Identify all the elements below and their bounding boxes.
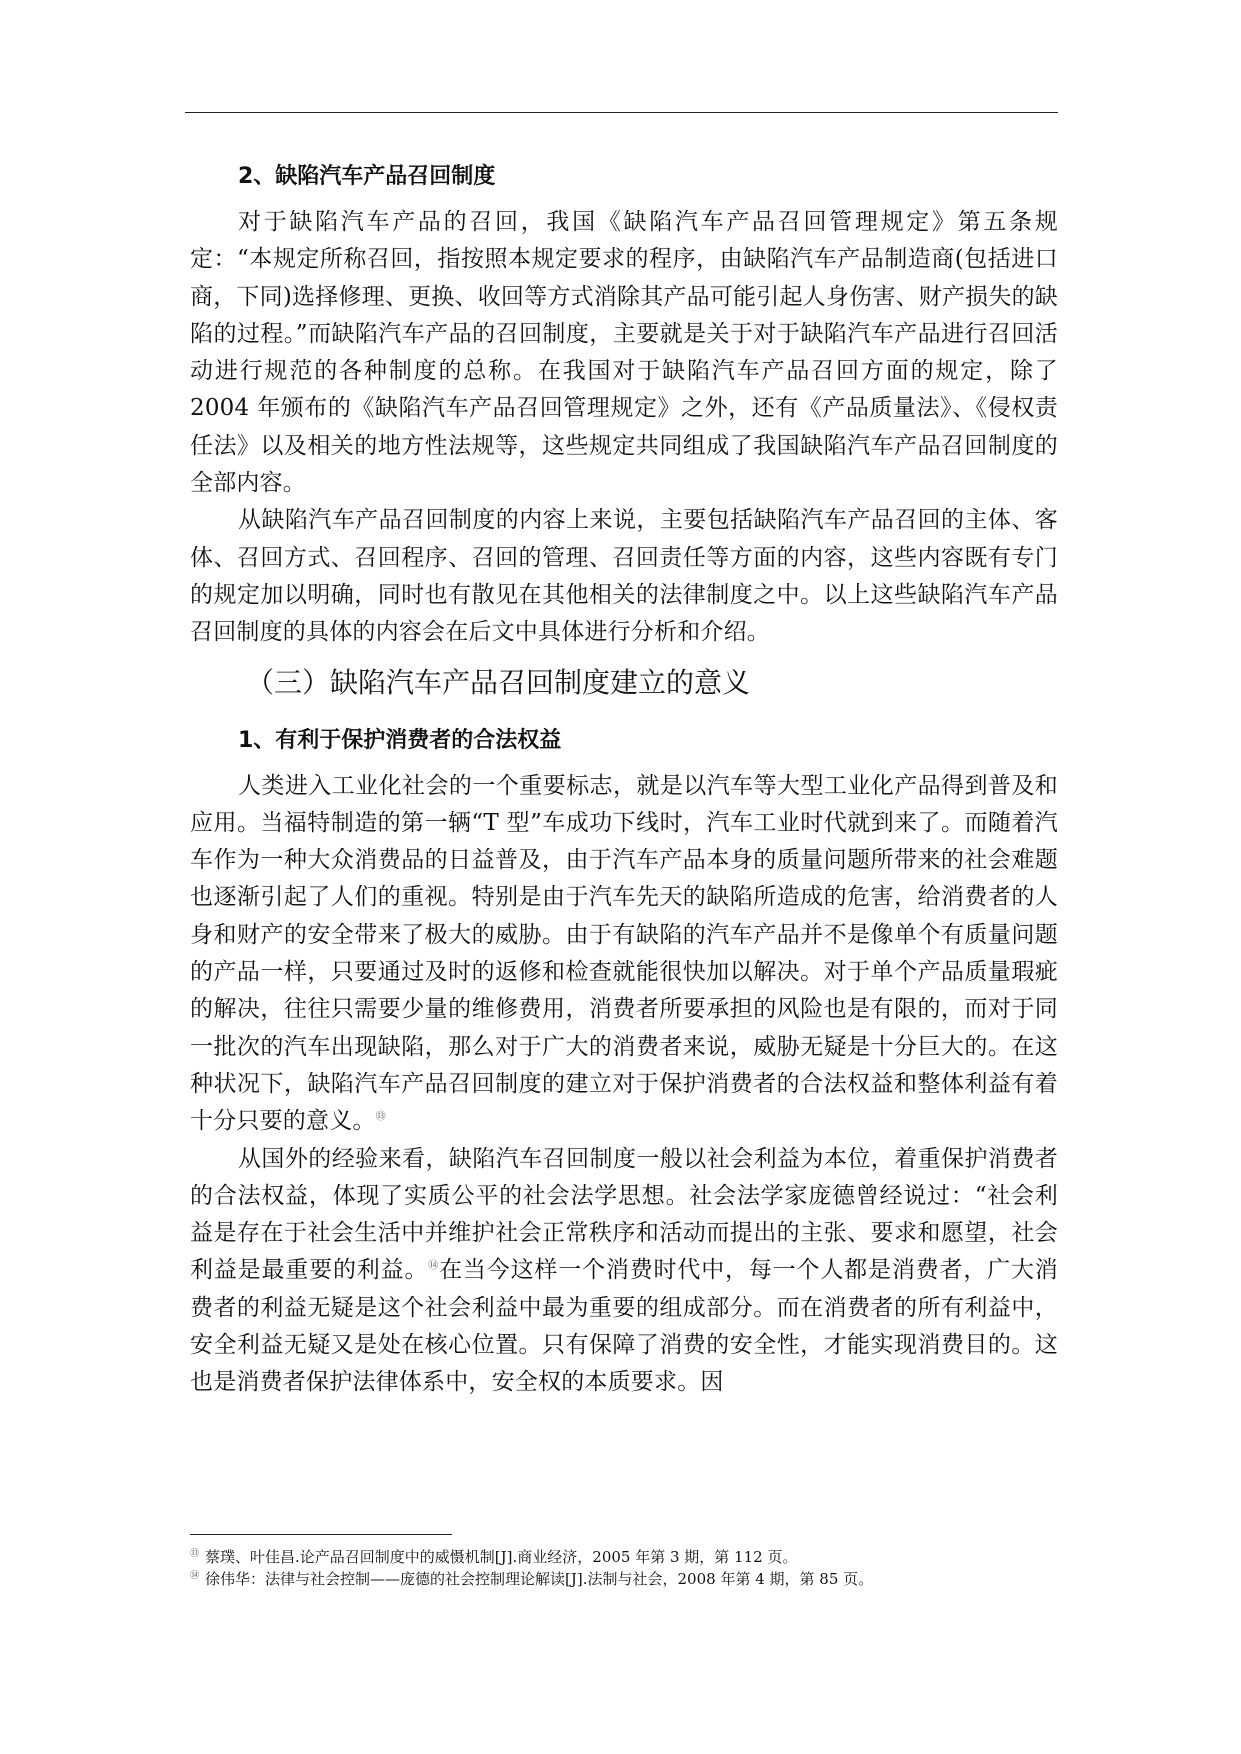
- footnote-13: [190, 1546, 1058, 1568]
- paragraph-social-interest: [190, 1141, 1058, 1402]
- paragraph-recall-definition: 对于缺陷汽车产品的召回，我国《缺陷汽车产品召回管理规定》第五条规定：“本规定所称召回，指按照本规定要求的程序，由缺陷汽车产品制造商(包括进口商，下同)选择修理、更换、收回等方式消除其产品可能引起人身伤害、财产损失的缺陷的过程。”而缺陷汽车产品的召回制度，主要就是关于对于缺陷汽车产品进行召回活动进行规范的各种制度的总称。在我国对于缺陷汽车产品召回方面的规定，除了 2004 年颁布的《缺陷汽车产品召回管理规定》之外，还有《产品质量法》、《侵权责任法》以及相关的地方性法规等，这些规定共同组成了我国缺陷汽车产品召回制度的全部内容。: [190, 209, 1058, 497]
- footnotes: [190, 1546, 1058, 1590]
- footnote-ref-14[interactable]: ⑭: [428, 1260, 440, 1272]
- paragraph-recall-contents: 从缺陷汽车产品召回制度的内容上来说，主要包括缺陷汽车产品召回的主体、客体、召回方式、召回程序、召回的管理、召回责任等方面的内容，这些内容既有专门的规定加以明确，同时也有散见在其他相关的法律制度之中。以上这些缺陷汽车产品召回制度的具体的内容会在后文中具体进行分析和介绍。: [190, 507, 1058, 646]
- subheading-consumer-protection: 1、有利于保护消费者的合法权益: [238, 727, 562, 753]
- header-rule: [185, 112, 1058, 113]
- footnote-rule: [190, 1534, 452, 1535]
- footnote-mark: ⑭: [190, 1571, 200, 1581]
- footnote-text: 蔡璞、叶佳昌.论产品召回制度中的威慑机制[J].商业经济，2005 年第 3 期，第 112 页。: [205, 1548, 798, 1566]
- footnote-ref-13[interactable]: ⑬: [375, 1111, 386, 1123]
- footnote-14: [190, 1568, 1058, 1590]
- paragraph-social-interest-text-b: 在当今这样一个消费时代中，每一个人都是消费者，广大消费者的利益无疑是这个社会利益中最为重要的组成部分。而在消费者的所有利益中，安全利益无疑又是处在核心位置。只有保障了消费的安全性，才能实现消费目的。这也是消费者保护法律体系中，安全权的本质要求。因: [190, 1257, 1058, 1396]
- main-content: [190, 150, 1058, 1402]
- paragraph-industrialization-text: 人类进入工业化社会的一个重要标志，就是以汽车等大型工业化产品得到普及和应用。当福特制造的第一辆“T 型”车成功下线时，汽车工业时代就到来了。而随着汽车作为一种大众消费品的日益普及，由于汽车产品本身的质量问题所带来的社会难题也逐渐引起了人们的重视。特别是由于汽车先天的缺陷所造成的危害，给消费者的人身和财产的安全带来了极大的威胁。由于有缺陷的汽车产品并不是像单个有质量问题的产品一样，只要通过及时的返修和检查就能很快加以解决。对于单个产品质量瑕疵的解决，往往只需要少量的维修费用，消费者所要承担的风险也是有限的，而对于同一批次的汽车出现缺陷，那么对于广大的消费者来说，威胁无疑是十分巨大的。在这种状况下，缺陷汽车产品召回制度的建立对于保护消费者的合法权益和整体利益有着十分只要的意义。: [190, 772, 1058, 1135]
- paragraph-social-interest-text-a: 从国外的经验来看，缺陷汽车召回制度一般以社会利益为本位，着重保护消费者的合法权益，体现了实质公平的社会法学思想。社会法学家庞德曾经说过：“社会利益是存在于社会生活中并维护社会正常秩序和活动而提出的主张、要求和愿望，社会利益是最重要的利益。: [190, 1145, 1058, 1284]
- subheading-recall-system: 2、缺陷汽车产品召回制度: [238, 164, 496, 189]
- paragraph-industrialization: [190, 768, 1058, 1141]
- footnote-mark: ⑬: [190, 1549, 200, 1559]
- footnote-text: 徐伟华：法律与社会控制——庞德的社会控制理论解读[J].法制与社会，2008 年第 4 期，第 85 页。: [205, 1570, 874, 1588]
- section-heading-significance: （三）缺陷汽车产品召回制度建立的意义: [246, 665, 751, 699]
